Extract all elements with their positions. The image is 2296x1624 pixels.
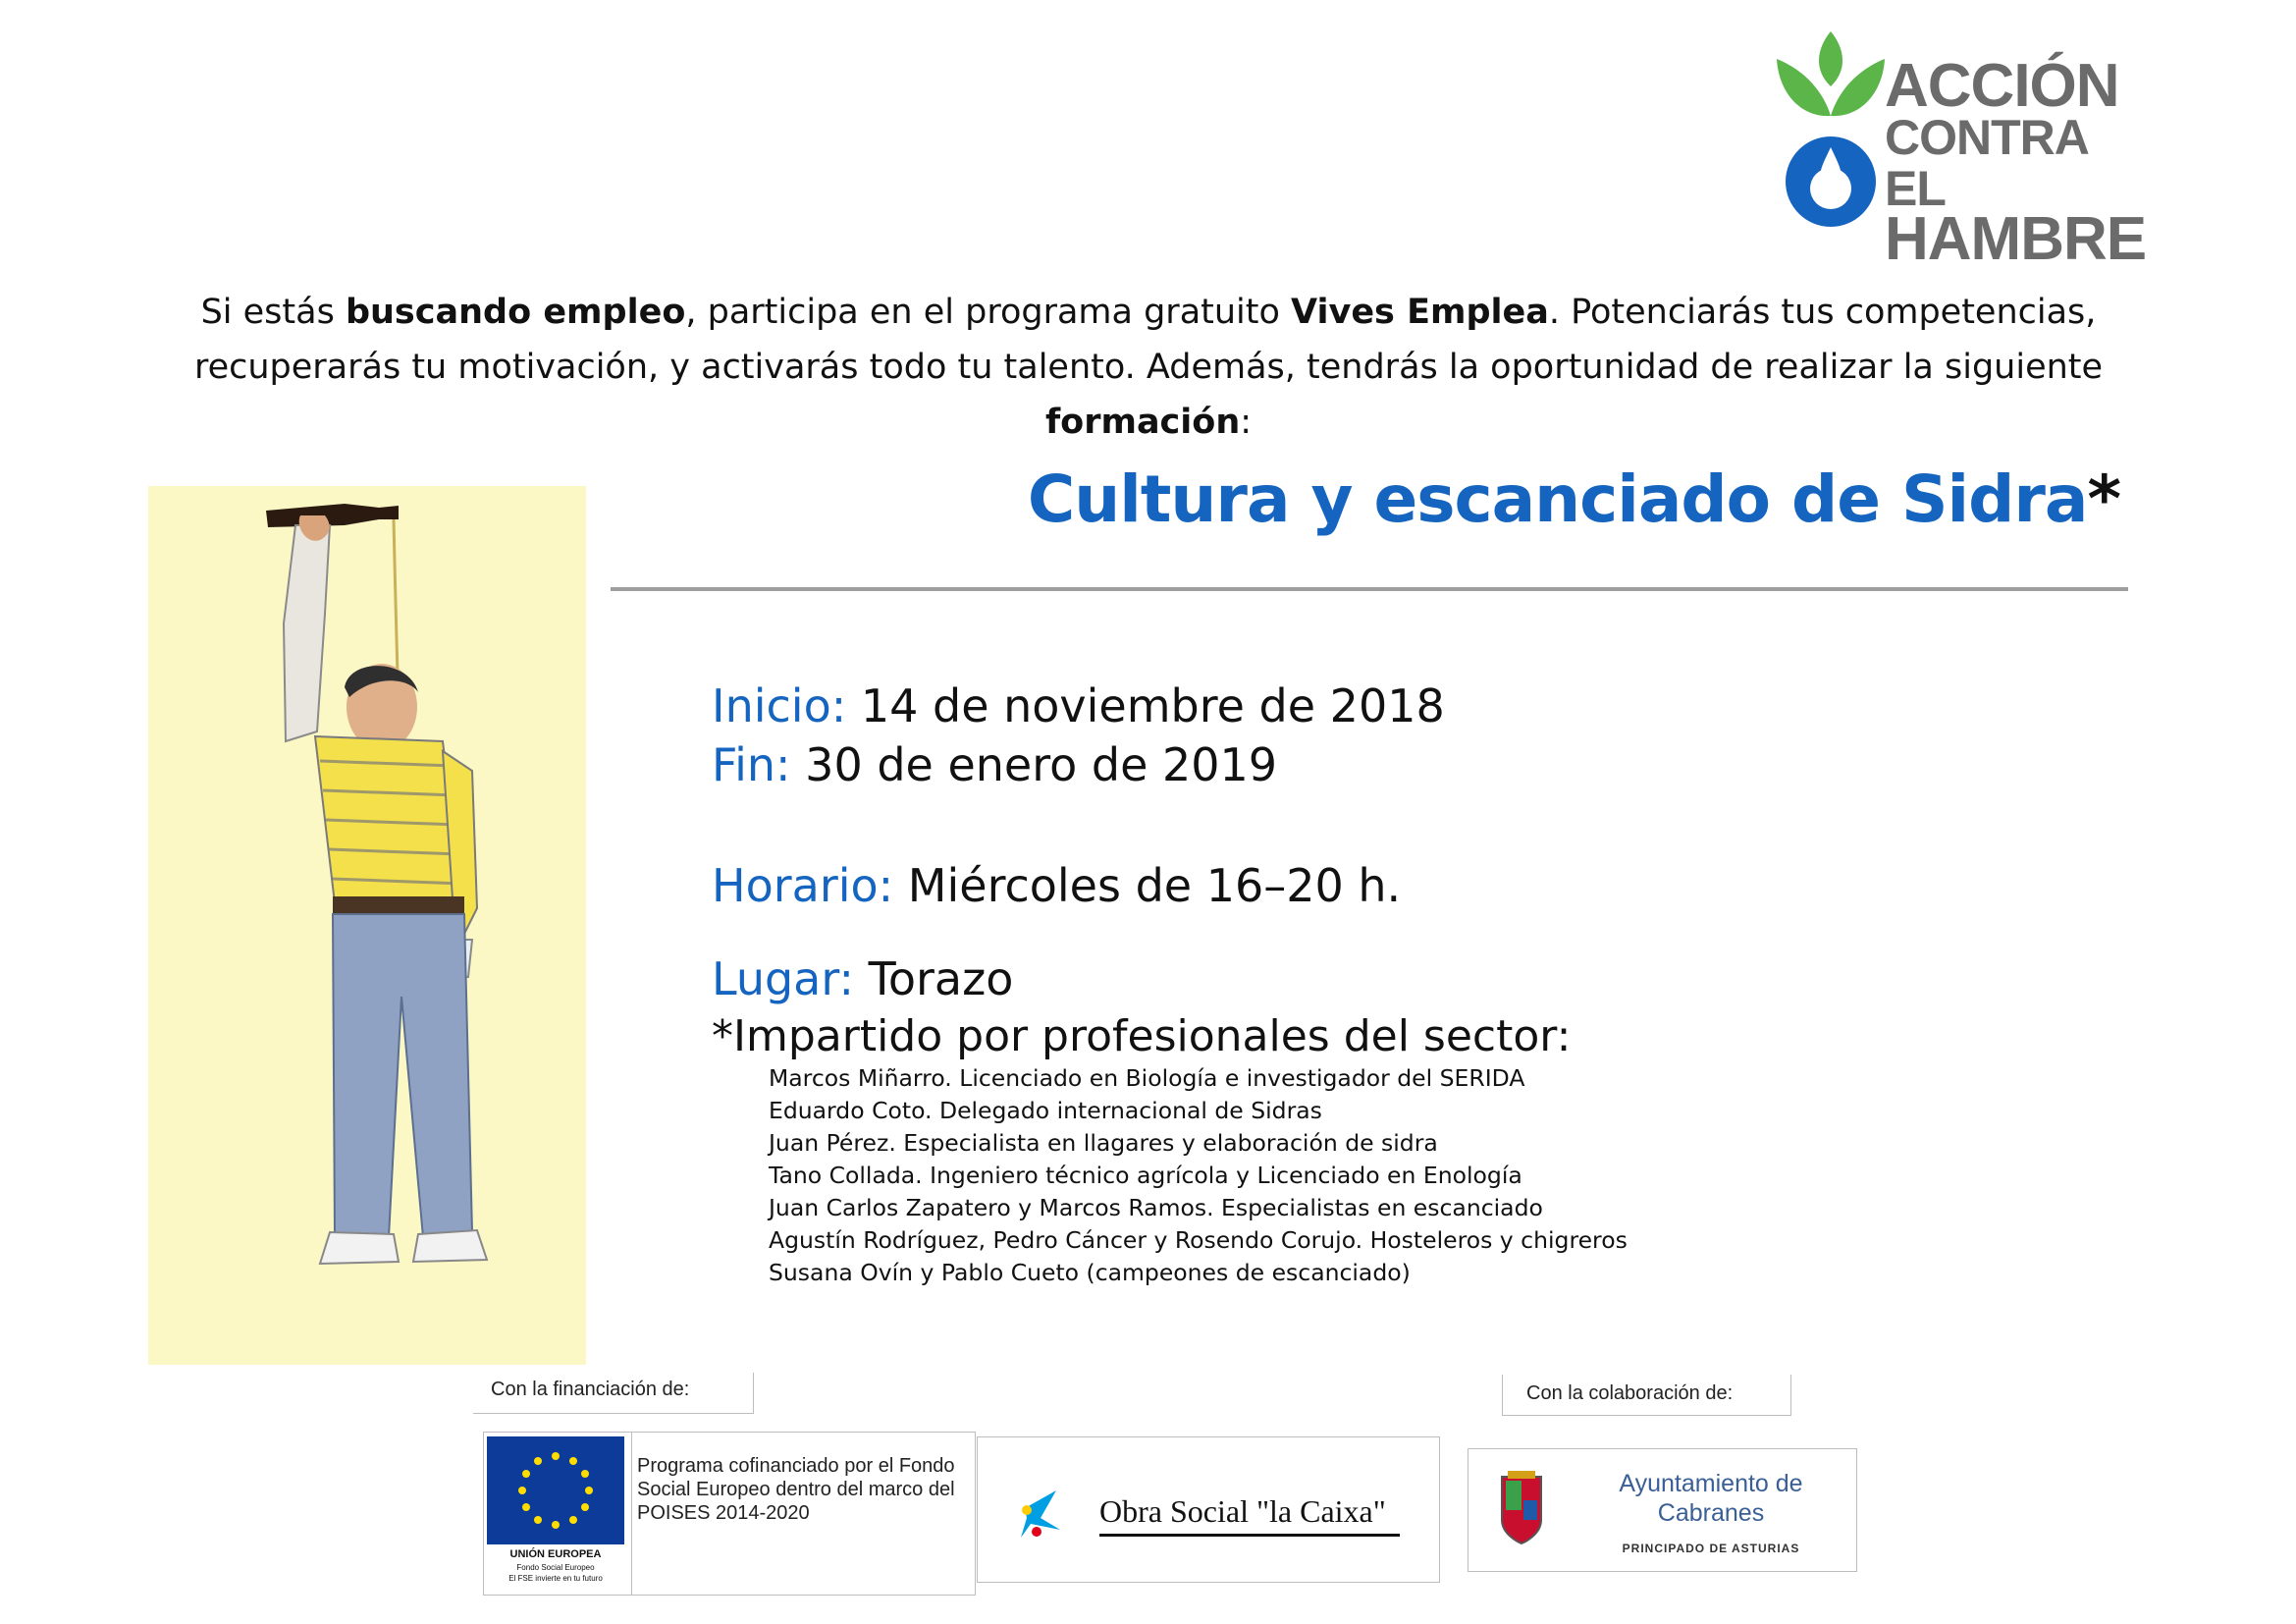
la-caixa-box <box>977 1436 1440 1583</box>
eu-divider <box>631 1433 632 1595</box>
list-item: Juan Pérez. Especialista en llagares y elaboración de sidra <box>769 1129 1438 1157</box>
intro-text-3: . Potenciarás tus competencias, recuperarás tu motivación, y activarás todo tu talento. Además, tendrás la oportunidad de realizar la siguiente <box>193 293 2104 387</box>
list-item: Eduardo Coto. Delegado internacional de Sidras <box>769 1097 1322 1124</box>
eu-funding-box <box>483 1432 976 1596</box>
eu-label: UNIÓN EUROPEA <box>509 1548 602 1560</box>
ayuntamiento-box <box>1468 1448 1857 1572</box>
logo-line-2: CONTRA EL <box>1885 110 2088 216</box>
intro-bold-1: buscando empleo <box>345 293 686 332</box>
list-item: Tano Collada. Ingeniero técnico agrícola y Licenciado en Enología <box>769 1162 1522 1189</box>
leaf-drop-icon <box>1767 20 1895 231</box>
cider-pourer-icon <box>148 486 586 1365</box>
list-item: Susana Ovín y Pablo Cueto (campeones de escanciado) <box>769 1259 1411 1286</box>
eu-flag-icon <box>487 1436 624 1544</box>
intro-text-1: Si estás <box>200 293 346 332</box>
financing-caption: Con la financiación de: <box>473 1373 754 1414</box>
eu-sub1: Fondo Social Europeo <box>516 1563 595 1572</box>
logo-line-1: ACCIÓN <box>1885 52 2119 120</box>
end-date <box>712 738 1277 791</box>
start-label: Inicio: <box>712 679 847 732</box>
end-value: 30 de enero de 2019 <box>805 738 1278 791</box>
list-item: Marcos Miñarro. Licenciado en Biología e investigador del SERIDA <box>769 1064 1525 1092</box>
logo-line-3: HAMBRE <box>1885 205 2147 273</box>
collaboration-caption: Con la colaboración de: <box>1502 1375 1791 1416</box>
la-caixa-underline <box>1099 1534 1400 1537</box>
place <box>712 952 1013 1005</box>
intro-paragraph <box>177 285 2120 450</box>
end-label: Fin: <box>712 738 791 791</box>
title-divider <box>611 587 2128 591</box>
course-title-star: * <box>2087 461 2120 537</box>
intro-text-2: , participa en el programa gratuito <box>685 293 1292 332</box>
teachers-list <box>769 1062 1628 1289</box>
eu-program-text: Programa cofinanciado por el Fondo Social Europeo dentro del marco del POISES 2014-2020 <box>637 1455 955 1524</box>
la-caixa-text: Obra Social "la Caixa" <box>1099 1493 1386 1529</box>
region-label: PRINCIPADO DE ASTURIAS <box>1622 1542 1800 1555</box>
intro-bold-3: formación <box>1044 403 1241 442</box>
schedule-label: Horario: <box>712 859 894 912</box>
teachers-heading: *Impartido por profesionales del sector: <box>712 1011 1572 1061</box>
la-caixa-star-icon <box>1017 1489 1062 1540</box>
cider-pourer-illustration <box>148 486 586 1365</box>
place-value: Torazo <box>868 952 1014 1005</box>
list-item: Juan Carlos Zapatero y Marcos Ramos. Especialistas en escanciado <box>769 1194 1543 1221</box>
logo-text <box>1885 52 2147 273</box>
course-title <box>609 461 2120 537</box>
schedule <box>712 859 1401 912</box>
ayuntamiento-name <box>1578 1469 1843 1528</box>
ayuntamiento-line-1: Ayuntamiento de <box>1619 1470 1803 1497</box>
intro-text-4: : <box>1240 403 1253 442</box>
list-item: Agustín Rodríguez, Pedro Cáncer y Rosendo Corujo. Hosteleros y chigreros <box>769 1226 1628 1254</box>
start-date <box>712 679 1445 732</box>
intro-bold-2: Vives Emplea <box>1291 293 1549 332</box>
schedule-value: Miércoles de 16–20 h. <box>907 859 1402 912</box>
start-value: 14 de noviembre de 2018 <box>860 679 1445 732</box>
place-label: Lugar: <box>712 952 854 1005</box>
ayuntamiento-line-2: Cabranes <box>1657 1499 1765 1527</box>
eu-sub2: El FSE invierte en tu futuro <box>508 1574 603 1583</box>
cabranes-coat-of-arms-icon <box>1496 1471 1547 1547</box>
course-title-text: Cultura y escanciado de Sidra <box>1027 461 2088 537</box>
